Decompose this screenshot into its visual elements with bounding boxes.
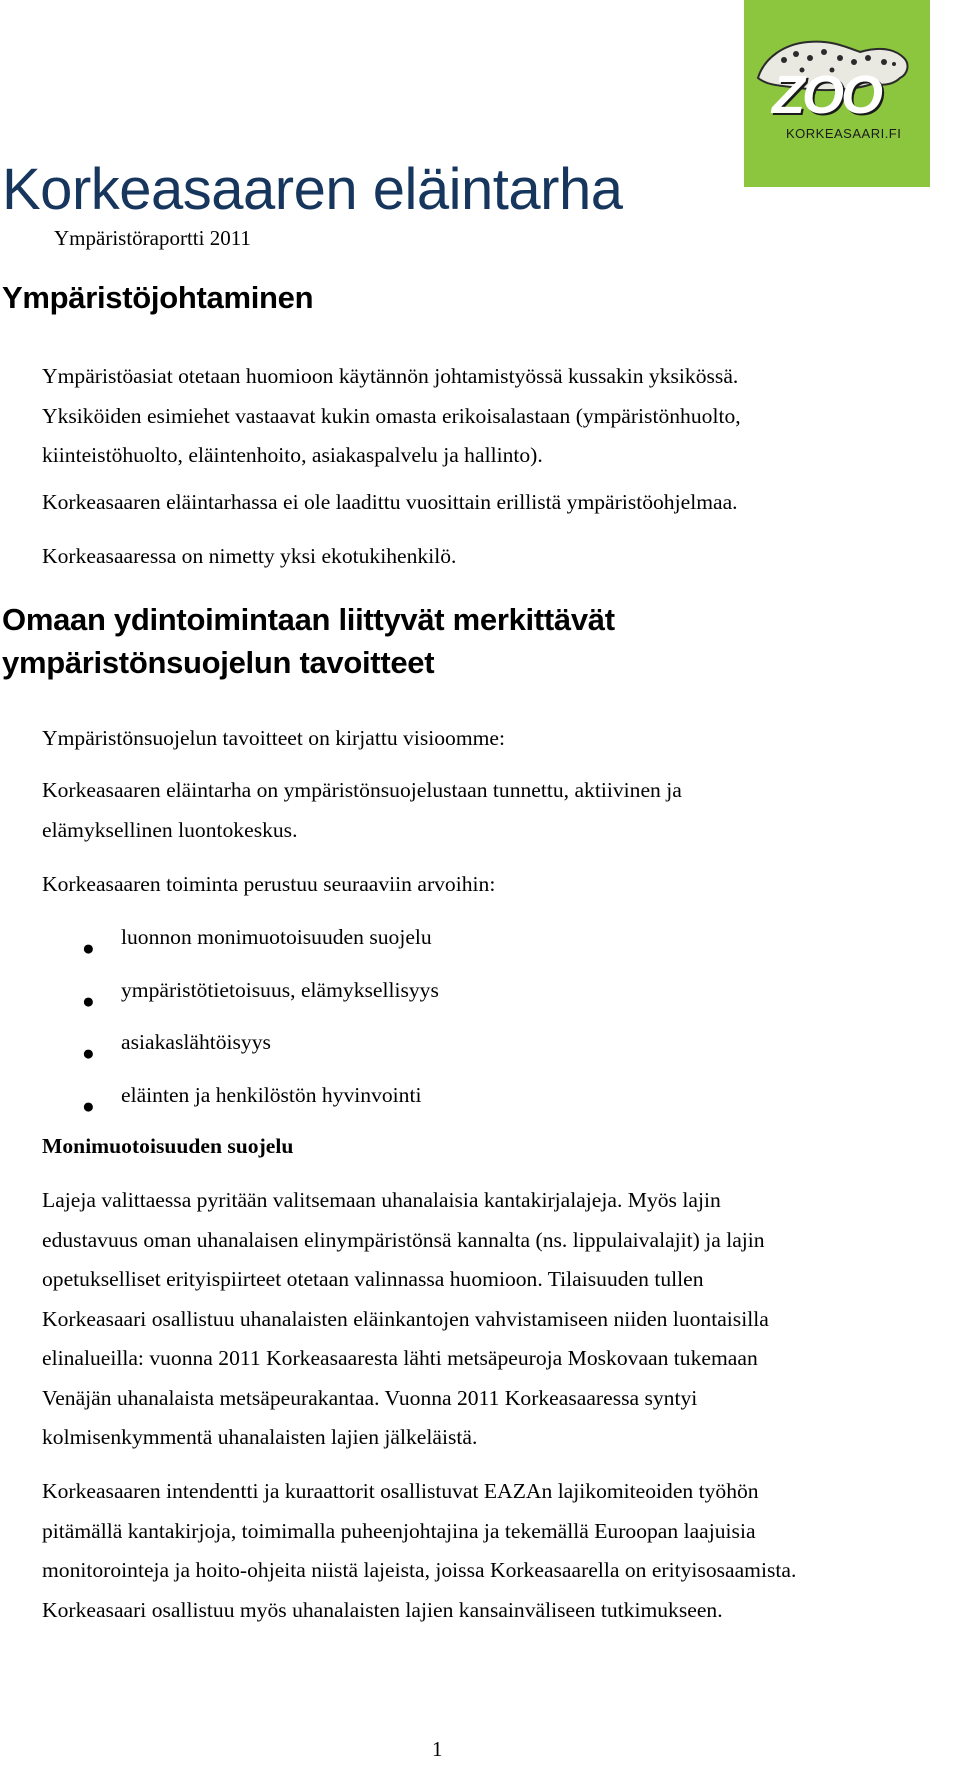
document-title: Korkeasaaren eläintarha (2, 157, 623, 222)
section-heading-core-goals (2, 598, 615, 684)
text-line: kolmisenkymmentä uhanalaisten lajien jälkeläistä. (42, 1425, 478, 1449)
list-item-text: asiakaslähtöisyys (121, 1030, 271, 1055)
paragraph (42, 1181, 769, 1458)
text-line: kiinteistöhuolto, eläintenhoito, asiakaspalvelu ja hallinto). (42, 443, 543, 467)
paragraph (42, 483, 738, 523)
text-line: Korkeasaaressa on nimetty yksi ekotukihenkilö. (42, 544, 457, 568)
paragraph (42, 357, 741, 476)
text-line: Korkeasaaren eläintarhassa ei ole laadittu vuosittain erillistä ympäristöohjelmaa. (42, 490, 738, 514)
paragraph (42, 865, 495, 905)
text-line: opetukselliset erityispiirteet otetaan valinnassa huomioon. Tilaisuuden tullen (42, 1267, 704, 1291)
list-item-text: ympäristötietoisuus, elämyksellisyys (121, 977, 439, 1002)
text-line: Korkeasaaren toiminta perustuu seuraaviin arvoihin: (42, 872, 496, 896)
text-line: edustavuus oman uhanalaisen elinympäristönsä kannalta (ns. lippulaivalajit) ja lajin (42, 1227, 765, 1252)
paragraph (42, 537, 456, 577)
bullet-icon: ● (82, 1094, 95, 1119)
bullet-icon: ● (82, 936, 95, 960)
text-line: Korkeasaaren intendentti ja kuraattorit osallistuvat EAZAn lajikomiteoiden työhön (42, 1479, 759, 1503)
document-subtitle: Ympäristöraportti 2011 (54, 226, 251, 250)
text-line: monitorointeja ja hoito-ohjeita niistä lajeista, joissa Korkeasaarella on erityisosaamista. (42, 1558, 797, 1582)
text-line: pitämällä kantakirjoja, toimimalla puheenjohtajina ja tekemällä Euroopan laajuisia (42, 1518, 756, 1543)
bullet-icon: ● (82, 1041, 95, 1066)
paragraph (42, 719, 505, 759)
text-line: Korkeasaaren eläintarha on ympäristönsuojelustaan tunnettu, aktiivinen ja (42, 778, 682, 802)
text-line: elämyksellinen luontokeskus. (42, 817, 298, 842)
subheading-biodiversity: Monimuotoisuuden suojelu (42, 1134, 294, 1158)
text-line: Korkeasaari osallistuu myös uhanalaisten lajien kansainväliseen tutkimukseen. (42, 1597, 723, 1622)
text-line: Ympäristönsuojelun tavoitteet on kirjattu visioomme: (42, 726, 506, 750)
section-heading-environmental-management: Ympäristöjohtaminen (2, 280, 314, 315)
heading-line: Omaan ydintoimintaan liittyvät merkittävät (2, 602, 615, 637)
text-line: Lajeja valittaessa pyritään valitsemaan uhanalaisia kantakirjalajeja. Myös lajin (42, 1188, 721, 1212)
list-item-text: luonnon monimuotoisuuden suojelu (121, 925, 432, 949)
text-line: Venäjän uhanalaista metsäpeurakantaa. Vuonna 2011 Korkeasaaressa syntyi (42, 1385, 698, 1410)
text-line: Korkeasaari osallistuu uhanalaisten eläinkantojen vahvistamiseen niiden luontaisilla (42, 1306, 769, 1331)
logo-word: ZOO (772, 65, 880, 125)
logo-site: KORKEASAARI.FI (786, 126, 902, 141)
paragraph (42, 1472, 796, 1630)
heading-line: ympäristönsuojelun tavoitteet (2, 645, 435, 680)
text-line: Yksiköiden esimiehet vastaavat kukin omasta erikoisalastaan (ympäristönhuolto, (42, 403, 741, 428)
text-line: elinalueilla: vuonna 2011 Korkeasaaresta lähti metsäpeuroja Moskovaan tukemaan (42, 1346, 758, 1370)
paragraph (42, 771, 682, 850)
zoo-logo (744, 0, 930, 187)
page-number: 1 (432, 1737, 443, 1761)
list-item-text: eläinten ja henkilöstön hyvinvointi (121, 1083, 422, 1108)
bullet-icon: ● (82, 988, 95, 1013)
text-line: Ympäristöasiat otetaan huomioon käytännön johtamistyössä kussakin yksikössä. (42, 364, 739, 388)
